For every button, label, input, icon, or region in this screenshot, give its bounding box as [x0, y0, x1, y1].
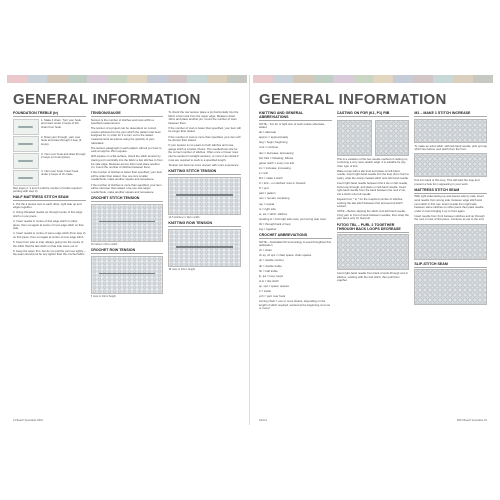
crochet-abbr-8: sp, sps = space; spaces — [259, 283, 289, 288]
crochet-abbr-11: turning chain = one or more chains, depending on the length of stitch required, worked at the beginning of a row or round — [259, 299, 331, 311]
m1-heading: M1 – MAKE 1 STITCH INCREASE — [414, 111, 487, 117]
knitting-abbr-15: rep = repeat — [259, 201, 275, 206]
crochet-abbr-0: NOTE – Australian/UK terminology is used throughout this publication — [259, 239, 331, 248]
knitting-abbr-19: tbl = through back of loop — [259, 221, 291, 226]
tension-para-6: If the number of stitches is more than specified, your item will be narrower than stated. Use one size larger needle/hook, make another square and remeasure. — [90, 182, 162, 194]
tension-para-3: The tension paragraph in each pattern will tell you how to work an approx 15cm square. — [90, 145, 162, 154]
patons-logo-text: Patons — [259, 419, 268, 422]
m1-photo-2 — [414, 153, 487, 177]
left-col-3 — [168, 111, 241, 411]
mattress-heading: MATTRESS STITCH SEAM — [414, 188, 487, 194]
knitting-abbr-3: beg = begin; beginning — [259, 140, 288, 145]
foundation-step-3-sketch — [13, 153, 39, 169]
yarn-photo-tile — [273, 75, 293, 83]
half-mattress-step-3: 3. Insert needle in centre of first edge stitch on other piece, then out again at centre of next edge stitch on that side. — [13, 219, 84, 231]
knitting-abbr-2: approx = approximately — [259, 135, 289, 140]
knitting-abbr-6: foll, folls = following; follows — [259, 155, 294, 160]
yarn-photo-tile — [47, 75, 67, 83]
half-mattress-heading: HALF MATTRESS STITCH SEAM — [13, 195, 86, 201]
foundation-step-4: 4. Yarn over hook. Insert hook under 2 loops of ch made. — [41, 168, 79, 177]
cast-on-para-1: This is a variation of the two needle method of casting on, producing a very neat, elastic edge. It is suitable for any other type of knit. — [336, 156, 409, 168]
tension-para-4: With square on a flat surface, check the stitch tension by placing a pin vertically into the fabric a few stitches in from the side edge. Measure across 10cm and place another pin. Count the number of stitches between them. — [90, 154, 163, 170]
knitting-stitch-caption: 13.5 stitches in 10cm width — [168, 215, 200, 219]
foundation-heading: FOUNDATION TREBLE (tr) — [13, 111, 86, 117]
foundation-step-4-sketch — [13, 170, 39, 186]
m1-para-1: To make an extra stitch, with left-hand needle, pick up loop which lies before next stitch from the front. — [414, 143, 487, 152]
left-page-title: GENERAL INFORMATION — [13, 91, 201, 108]
knitting-abbr-heading: KNITTING AND GENERAL ABBREVIATIONS — [259, 111, 332, 121]
knitting-abbr-10: M1 = make 1 stitch — [259, 176, 283, 181]
knitting-abbr-14: rem = remain; remaining — [259, 196, 290, 201]
yarn-photo-tile — [227, 75, 247, 83]
yarn-photo-tile — [87, 75, 107, 83]
right-footer-text: MM1 Beach Specialise 15 — [457, 419, 487, 422]
crochet-abbr-5: htr = half treble — [259, 268, 278, 273]
knitting-abbr-18: stocking st = knit right side rows, purl wrong side rows — [259, 216, 326, 221]
tension-para-5: If the number of stitches is fewer than specified, your item will be wider than stated. Use one size smaller needle/hook, make another square and remeasure. — [90, 170, 163, 182]
knitting-stitch-tension-heading: KNITTING STITCH TENSION — [168, 169, 241, 175]
crochet-abbr-7: sl st = slip stitch — [259, 278, 279, 283]
rows-para-1: To check the row tension place a pin horizontally into the fabric a few rows from the upper edge. Measure down 10cm and place another pin. Count the number of rows between them. — [168, 111, 239, 125]
crochet-abbr-2: ch sp, ch sps = chain space; chain spaces — [259, 253, 312, 258]
yarn-photo-tile — [187, 75, 207, 83]
mattress-para-2: Insert needle from front between stitches and up through the next 2 rows of first piece. Continue as set to the end. — [414, 213, 485, 222]
rows-para-4: If your tension is not exact on both stitches and rows, gauge stitch is a better choice. The needle/hook size for the correct number of stitches. Often once or fewer rows can be worked in straight sections, or more if as critical if rows are required to work to a specified length. — [168, 143, 239, 162]
crochet-abbr-1: ch = chain — [259, 248, 272, 253]
p2tog-photo — [337, 234, 410, 270]
cast-on-para-5: NOTE – Before slipping the stitch onto left hand needle, bring yarn to front of work between needles, then wrap the yarn twice only for that purl. — [336, 209, 409, 221]
foundation-step-3: 3. Yarn over hook and draw through 2 loops on hook (twice). — [41, 151, 86, 160]
knitting-abbr-13: patt = pattern — [259, 191, 276, 196]
crochet-abbr-4: dtr = double treble — [259, 263, 282, 268]
cast-on-photo-2 — [375, 120, 410, 156]
page-gutter — [249, 75, 250, 425]
half-mattress-step-5: 5. Keep from side to side, always going into the centre of the stitch that the last stitch on that side came out of. — [13, 240, 84, 248]
knitting-row-tension-heading: KNITTING ROW TENSION — [168, 221, 241, 227]
cast-on-heading: CASTING ON FOR (K1, P1) RIB — [337, 111, 410, 117]
knitting-row-caption: 18 rows in 10cm height — [168, 267, 196, 271]
knitting-abbr-8: inc = increase; increasing — [259, 165, 291, 170]
yarn-photo-tile — [333, 75, 353, 83]
yarn-photo-tile — [147, 75, 167, 83]
right-page — [253, 75, 493, 425]
mattress-photo — [414, 224, 487, 260]
m1-photo-1 — [414, 119, 487, 143]
half-mattress-step-1: 1. Put the 2 pieces next to each other, right side up and edges together. — [13, 201, 82, 210]
mattress-para-1: With right sides facing up and pieces side by side, insert wool needle from wrong side, between edge stitch and next stitch in first row. Insert needle from right side between same stitches on other piece then pass needle under 2 rows bringing it up to front again. — [414, 194, 484, 213]
half-mattress-step-6: 6. Keep the seam firm, but do not pull the yarn too tightly – the seam should not be any tighter than the crochet fabric. — [13, 248, 86, 257]
yarn-photo-tile — [7, 75, 27, 83]
crochet-row-caption: 8 rows in 10cm height — [90, 294, 116, 298]
crochet-stitch-caption: 16 treble in 10cm width — [90, 242, 118, 246]
knitting-abbr-9: k = knit — [259, 170, 268, 175]
left-page — [7, 75, 247, 425]
knitting-abbr-17: st, sts = stitch; stitches — [259, 211, 288, 216]
crochet-abbr-heading: CROCHET ABBREVIATIONS — [259, 233, 332, 239]
left-footer-text: 14 Beach Specialise MM1 — [13, 419, 43, 422]
crochet-row-swatch-image — [91, 256, 164, 294]
yarn-photo-tile — [107, 75, 127, 83]
yarn-photo-strip — [253, 75, 493, 83]
crochet-stitch-swatch-image — [91, 204, 164, 242]
foundation-step-2: 2. Draw yarn through, yarn over hook and draw through 1 loop (3 loops). — [41, 134, 82, 146]
right-col-1 — [259, 111, 332, 411]
foundation-step-1: 1. Make 4 chain. Turn your hook and insert under 2 loops of 4th chain from hook. — [41, 117, 81, 129]
knitting-abbr-0: NOTE – For fur or light size of work unless otherwise stated — [259, 121, 325, 130]
slip-stitch-photo — [414, 269, 487, 305]
yarn-photo-tile — [293, 75, 313, 83]
yarn-photo-tile — [67, 75, 87, 83]
knitting-row-swatch-image — [168, 229, 241, 267]
knitting-abbr-7: garter stitch = every row knit — [259, 160, 295, 165]
tension-para-1: Tension is the number of stitches and rows within a specified measurement. — [90, 117, 154, 126]
right-page-footer — [259, 419, 487, 422]
m1-para-2: Knit into back of this loop. This will twist the loop and prevent a hole from appearing in your work. — [414, 178, 480, 186]
left-page-footer — [13, 419, 241, 422]
cast-on-photo-1 — [337, 120, 372, 156]
yarn-photo-tile — [453, 75, 473, 83]
cast-on-para-2: Make a loop with a slip knot and place on left-hand needle. Insert right-hand needle into the loop (from front to back), wrap the newly created stitch onto left hand needle. — [336, 168, 409, 180]
knitting-abbr-20: tog = together — [259, 226, 277, 231]
knitting-abbr-5: dec = decrease; decreasing — [259, 150, 294, 155]
right-col-2 — [337, 111, 410, 411]
yarn-photo-tile — [253, 75, 273, 83]
yarn-photo-tile — [433, 75, 453, 83]
left-col-1 — [13, 111, 86, 411]
yarn-photo-tile — [473, 75, 493, 83]
crochet-row-tension-heading: CROCHET ROW TENSION — [91, 248, 164, 254]
knitting-abbr-16: rs = right side — [259, 206, 276, 211]
yarn-photo-tile — [413, 75, 433, 83]
tension-heading: TENSION/GAUGE — [91, 111, 164, 117]
foundation-step-1-sketch — [13, 119, 39, 135]
cast-on-para-4: Repeat from * to * for the required number of stitches, working the last stitch between first and second stitch worked. — [336, 196, 404, 209]
right-page-title: GENERAL INFORMATION — [259, 91, 447, 108]
cast-on-para-3: Insert right-hand needle between first 2 sts on left needle, draw loop through, and place on left-hand needle. Insert right-hand needle from the back between the next 2 sts, knit a stitch onto left needle. — [336, 181, 408, 196]
rows-para-5: Tension can become more uneven with more experience. — [168, 162, 240, 167]
rows-para-3: If the number of rows is more than specified, your item will be shorter than stated. — [168, 134, 241, 143]
knitting-abbr-12: P = purl — [259, 186, 269, 191]
crochet-abbr-9: tr = treble — [259, 289, 271, 293]
foundation-step-2-sketch — [13, 136, 39, 152]
foundation-step-note: Rep steps 2, 3 and 4 until the number of treble required (ending with step 3). — [13, 185, 82, 194]
knitting-stitch-swatch-image — [168, 177, 241, 215]
yarn-photo-tile — [127, 75, 147, 83]
tension-para-2: The tension of a project can be dependent on correct tension achieved for the yarn which the pattern has been designed for. In order for it to turn out to the stated measurements as well as using the quantity of yarn calculated. — [90, 126, 161, 145]
p2tog-heading: P2TOG TBL – PURL 2 TOGETHER THROUGH BACK LOOPS DECREASE — [337, 223, 410, 233]
yarn-photo-tile — [313, 75, 333, 83]
crochet-abbr-6: lp, lps = loop; loops — [259, 273, 284, 278]
yarn-photo-tile — [373, 75, 393, 83]
half-mattress-step-4: 4. Insert needle in centre of same edge stitch (from step 2) on first piece, then out again at centre of next edge stitch. — [13, 231, 86, 239]
rows-para-2: If the number of rows is fewer than specified, your item will be longer than stated. — [168, 125, 241, 134]
left-col-2 — [91, 111, 164, 411]
p2tog-caption: Insert right-hand needle from back of work through next 2 stitches, working with the 2nd stitch, then pull them together. — [336, 271, 408, 283]
yarn-photo-tile — [393, 75, 413, 83]
yarn-photo-tile — [167, 75, 187, 83]
yarn-photo-tile — [353, 75, 373, 83]
crochet-stitch-tension-heading: CROCHET STITCH TENSION — [91, 196, 164, 202]
yarn-photo-tile — [27, 75, 47, 83]
right-col-3 — [414, 111, 487, 411]
yarn-photo-strip — [7, 75, 247, 83]
yarn-photo-tile — [207, 75, 227, 83]
knitting-abbr-1: alt = alternate — [259, 130, 277, 135]
knitting-abbr-11: K = knit – no stitched, knot or forward — [259, 181, 306, 186]
half-mattress-step-2: 2. Using threaded needle up through centre of first edge stitch on one piece. — [13, 210, 83, 218]
slip-stitch-heading: SLIP-STITCH SEAM — [414, 262, 487, 268]
crochet-abbr-10: yoh = yarn over hook — [259, 294, 286, 299]
crochet-abbr-3: dc = double crochet — [259, 258, 284, 263]
knitting-abbr-4: cont = continue — [259, 145, 279, 150]
